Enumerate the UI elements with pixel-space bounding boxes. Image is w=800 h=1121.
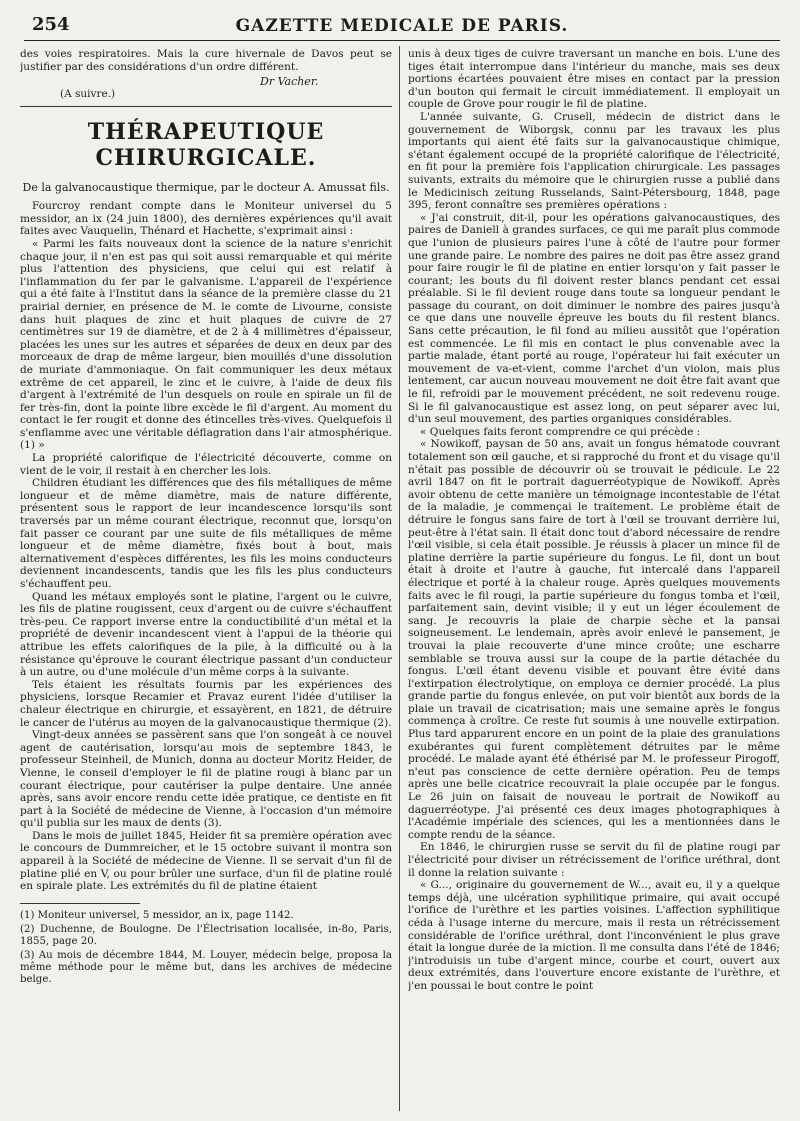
paragraph: Dans le mois de juillet 1845, Heider fit sa première opération avec le concours de Dummreicher, et le 15 octobre suivant il montra son appareil à la Société de médecine de Vienne. Il se servait d'un fil de platine plié en V, ou pour brûler une surface, d'un fil de platine roulé en spirale plate. Les extrémités du fil de platine étaient	[20, 829, 392, 893]
column-divider	[399, 46, 400, 1111]
to-be-continued: (A suivre.)	[60, 88, 116, 101]
paragraph: En 1846, le chirurgien russe se servit du fil de platine rougi par l'électricité pour diviser un rétrécissement de l'orifice uréthral, dont il donne la relation suivante :	[408, 841, 780, 879]
paragraph: Vingt-deux années se passèrent sans que l'on songeât à ce nouvel agent de cautérisation, lorsqu'au mois de septembre 1843, le professeur Steinheil, de Munich, donna au docteur Moritz Heider, de Vienne, le conseil d'employer le fil de platine rougi à blanc par un courant électrique, pour cautériser la pulpe dentaire. Une année après, sans avoir encore rendu cette idée pratique, ce dentiste en fit part à la Société de médecine de Vienne, à l'occasion d'un mémoire qu'il publia sur les maux de dents (3).	[20, 729, 392, 830]
footnote: (2) Duchenne, de Boulogne. De l'Électrisation localisée, in-8o, Paris, 1855, page 20.	[20, 923, 392, 947]
continued-text: des voies respiratoires. Mais la cure hivernale de Davos peut se justifier par des considérations d'un ordre différent.	[20, 48, 392, 73]
paragraph: L'année suivante, G. Crusell, médecin de district dans le gouvernement de Wiborgsk, connu par les travaux les plus importants qui aient été faits sur la galvanocaustique chimique, s'étant également occupé de la propriété calorifique de l'électricité, en fit pour la première fois l'application chirurgicale. Les passages suivants, extraits du mémoire que le chirurgien russe a publié dans le Medicinisch zeitung Russelands, Saint-Pétersbourg, 1848, page 395, feront connaître ses premières opérations :	[408, 110, 780, 212]
footnote: (3) Au mois de décembre 1844, M. Louyer, médecin belge, proposa la même méthode pour le même but, dans les archives de médecine belge.	[20, 949, 392, 985]
left-column	[20, 48, 392, 1113]
article-subtitle: De la galvanocaustique thermique, par le docteur A. Amussat fils.	[22, 181, 390, 195]
section-title: THÉRAPEUTIQUE CHIRURGICALE.	[20, 106, 392, 171]
paragraph: « Nowikoff, paysan de 50 ans, avait un fongus hématode couvrant totalement son œil gauche, et si rapproché du front et du visage qu'il n'était pas possible de découvrir où se trouvait le pédicule. Le 22 avril 1847 on fit le portrait daguerréotypique de Nowikoff. Après avoir obtenu de cette manière un témoignage incontestable de l'état de la maladie, je commençai le traitement. Le problème était de détruire le fongus sans faire de tort à l'œil se trouvant derrière lui, peut-être à l'état sain. Il était donc tout d'abord nécessaire de rendre l'œil visible, si cela était possible. Je réussis à placer un mince fil de platine derrière la partie supérieure du fongus. Le fil, dont un bout était à droite et l'autre à gauche, fut intercalé dans l'appareil électrique et porté à la chaleur rouge. Après quelques mouvements faits avec le fil rougi, la partie supérieure du fongus tomba et l'œil, parfaitement sain, devint visible; il y eut un léger écoulement de sang. Je recouvris la plaie de charpie sèche et la pansai soigneusement. Le lendemain, après avoir enlevé le pansement, je trouvai la plaie recouverte d'une mince croûte; une escharre semblable se trouva aussi sur la coupe de la partie détachée du fongus. L'œil étant devenu visible et pouvant être évité dans l'extirpation électrolytique, on employa ce dernier procédé. La plus grande partie du fongus enlevée, on put voir bientôt aux bords de la plaie un travail de cicatrisation; mais une semaine après le fongus commença à croître. Ce reste fut soumis à une nouvelle extirpation. Plus tard apparurent encore en un point de la plaie des granulations exubérantes qui furent complètement détruites par le même procédé. Le malade ayant été éthérisé par M. le professeur Pirogoff, n'eut pas conscience de cette dernière opération. Peu de temps après une belle cicatrice recouvrait la plaie occupée par le fongus. Le 26 juin on faisait de nouveau le portrait de Nowikoff au daguerréotype. J'ai présenté ces deux images photographiques à l'Académie impériale des sciences, qui les a mentionnées dans le compte rendu de la séance.	[408, 438, 780, 841]
right-column	[408, 48, 780, 1113]
footnote: (1) Moniteur universel, 5 messidor, an ix, page 1142.	[20, 909, 294, 921]
paragraph: « Quelques faits feront comprendre ce qui précède :	[420, 425, 701, 438]
paragraph: Tels étaient les résultats fournis par les expériences des physiciens, lorsque Recamier et Pravaz eurent l'idée d'utiliser la chaleur électrique en chirurgie, et essayèrent, en 1821, de détruire le cancer de l'utérus au moyen de la galvanocaustique thermique (2).	[20, 678, 392, 729]
paragraph: Fourcroy rendant compte dans le Moniteur universel du 5 messidor, an ix (24 juin 1800), des dernières expériences qu'il avait faites avec Vauquelin, Thénard et Hachette, s'exprimait ainsi :	[20, 200, 392, 238]
paragraph: « Parmi les faits nouveaux dont la science de la nature s'enrichit chaque jour, il n'en est pas qui soit aussi remarquable et qui mérite plus l'attention des physiciens, que celui qui est relatif à l'inflammation du fer par le galvanisme. L'appareil de l'expérience qui a été faite à l'Institut dans la séance de la première classe du 21 prairial dernier, en présence de M. le comte de Livourne, consiste dans huit plaques de zinc et huit plaques de cuivre de 27 centimètres sur 19 de diamètre, et de 2 à 4 millimètres d'épaisseur, placées les unes sur les autres et séparées de deux en deux par des morceaux de drap de même largeur, bien mouillés d'une dissolution de muriate d'ammoniaque. On fait communiquer les deux métaux extrême de cet appareil, le zinc et le cuivre, à l'aide de deux fils d'argent à l'extrémité de l'un desquels on roule en spirale un fil de fer très-fin, dont la pointe libre excède le fil d'argent. Au moment du contact le fer rougit et donne des étincelles très-vives. Quelquefois il s'enflamme avec une véritable déflagration dans l'air atmosphérique. (1) »	[20, 237, 392, 452]
paragraph: Quand les métaux employés sont le platine, l'argent ou le cuivre, les fils de platine rougissent, ceux d'argent ou de cuivre s'échauffent très-peu. Ce rapport inverse entre la conductibilité d'un métal et la propriété de devenir incandescent vient à l'appui de la théorie qui attribue les effets calorifiques de la pile, à la difficulté ou à la résistance qu'éprouve le courant électrique passant d'un conducteur à un autre, ou d'une molécule d'un même corps à la suivante.	[20, 590, 392, 679]
paragraph: Children étudiant les différences que des fils métalliques de même longueur et de même diamètre, mais de nature différente, présentent sous le rapport de leur incandescence lorsqu'ils sont traversés par un même courant électrique, reconnut que, lorsqu'on fait passer ce courant par une suite de fils métalliques de même longueur et de même diamètre, fixés bout à bout, mais alternativement d'espèces différentes, les fils les moins conducteurs deviennent incandescents, tandis que les fils les plus conducteurs s'échauffent peu.	[20, 477, 392, 590]
page-header	[24, 10, 780, 41]
paragraph: « G..., originaire du gouvernement de W..., avait eu, il y a quelque temps déjà, une ulcération syphilitique primaire, qui avait occupé l'orifice de l'urèthre et les parties voisines. L'affection syphilitique céda à l'usage interne du mercure, mais il resta un rétrécissement considérable de l'orifice uréthral, dont l'inconvénient le plus grave était la longue durée de la miction. Il me consulta dans l'été de 1846; j'introduisis un tube d'argent mince, courbe et court, ouvert aux deux extrémités, dans l'ouverture encore existante de l'urèthre, et j'en poussai le bout contre le point	[408, 879, 780, 992]
paragraph: « J'ai construit, dit-il, pour les opérations galvanocaustiques, des paires de Daniell à grandes surfaces, ce qui me paraît plus commode que l'union de plusieurs paires l'une à côté de l'autre pour former une grande paire. Le nombre des paires ne doit pas être assez grand pour faire rougir le fil de platine en entier lorsqu'on y fait passer le courant; les bouts du fil doivent rester blancs pendant cet essai préalable. Si le fil devient rouge dans toute sa longueur pendant le passage du courant, on doit diminuer le nombre des paires jusqu'à ce que dans une nouvelle épreuve les bouts du fil restent blancs. Sans cette précaution, le fil fond au milieu aussitôt que l'opération est commencée. Le fil mis en contact le plus convenable avec la partie malade, étant porté au rouge, l'opérateur lui fait exécuter un mouvement de va-et-vient, comme l'archet d'un violon, mais plus lentement, car aucun nouveau mouvement ne doit être fait avant que le fil, refroidi par le mouvement précédent, ne soit redevenu rouge. Si le fil galvanocaustique est assez long, on peut séparer avec lui, d'un seul mouvement, des parties organiques considérables.	[408, 211, 780, 426]
page-number: 254	[32, 14, 70, 35]
paragraph: La propriété calorifique de l'électricité découverte, comme on vient de le voir, il restait à en chercher les lois.	[20, 452, 392, 477]
author-signature: Dr Vacher.	[260, 75, 319, 89]
running-title: GAZETTE MEDICALE DE PARIS.	[235, 16, 569, 36]
footnote-divider	[20, 903, 140, 904]
paragraph: unis à deux tiges de cuivre traversant un manche en bois. L'une des tiges était interrompue dans l'intérieur du manche, mais ses deux portions écartées pouvaient être mises en contact par la pression d'un bouton qui fermait le circuit immédiatement. Il employait un couple de Grove pour rougir le fil de platine.	[408, 48, 780, 111]
